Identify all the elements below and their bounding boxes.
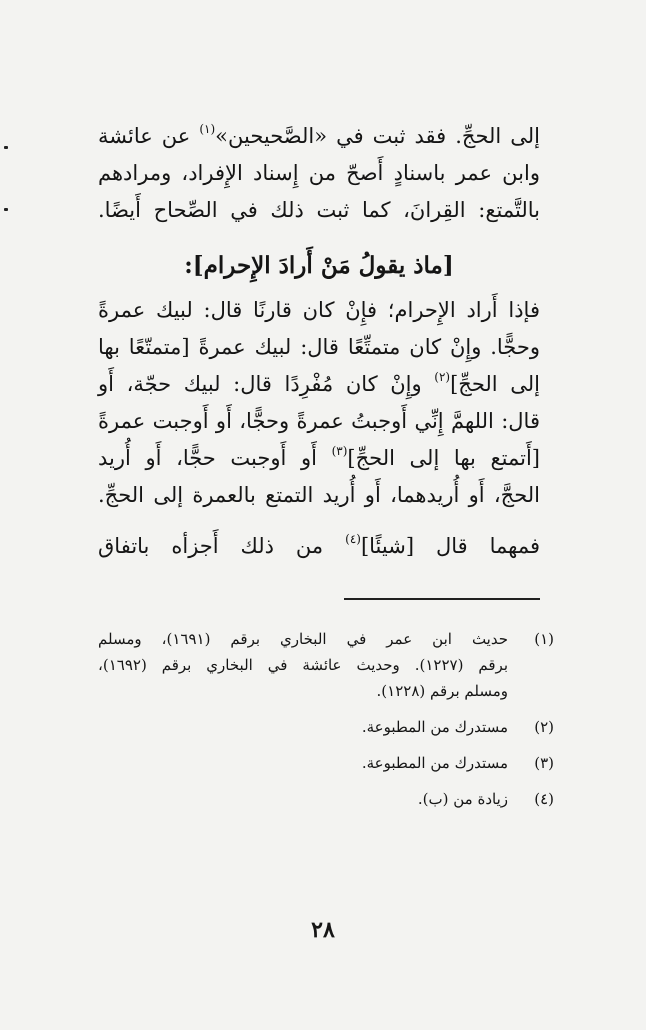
paragraph-line: وحجًّا. وإِنْ كان متمتِّعًا قال: لبيك عمرةً [متمتّعًا بها bbox=[98, 335, 540, 359]
footnote-2 bbox=[98, 714, 554, 740]
footnote-line: مستدرك من المطبوعة. bbox=[361, 718, 508, 736]
paragraph-line: إلى الحجِّ]$^{(٢)}$ وإِنْ كان مُفْرِدًا قال: لبيك حجّة، أَو bbox=[98, 370, 540, 396]
footnote-line: مستدرك من المطبوعة. bbox=[361, 754, 508, 772]
section-heading: [ماذ يقولُ مَنْ أَرادَ الإِحرام]: bbox=[184, 252, 454, 279]
footnote-number: (٣) bbox=[534, 754, 554, 772]
paragraph-line: فإذا أَراد الإِحرام؛ فإِنْ كان قارنًا قال: لبيك عمرةً bbox=[98, 298, 540, 322]
footnote-line: ومسلم برقم (١٢٢٨). bbox=[376, 682, 508, 700]
footnote-ref: (٢) bbox=[434, 370, 451, 384]
paragraph-line: فمهما قال [شيئًا]$^{(٤)}$ من ذلك أَجزأه باتفاق bbox=[98, 532, 540, 558]
body-paragraph bbox=[98, 292, 540, 514]
footnote-ref: (٣) bbox=[331, 444, 348, 458]
scan-edge-mark bbox=[4, 146, 8, 149]
paragraph-line: وابن عمر باسنادٍ أَصحّ من إِسناد الإِفراد، ومرادهم bbox=[98, 161, 540, 185]
paragraph-line: بالتَّمتع: القِرانَ، كما ثبت ذلك في الصِّحاح أَيضًا. bbox=[98, 198, 540, 222]
footnote-line: زيادة من (ب). bbox=[417, 790, 508, 808]
footnote-line: حديث ابن عمر في البخاري برقم (١٦٩١)، ومسلم bbox=[98, 630, 508, 648]
footnote-4 bbox=[98, 786, 554, 812]
footnote-ref: (٤) bbox=[345, 532, 361, 546]
paragraph-line: قال: اللهمَّ إِنِّي أَوجبتُ عمرةً وحجًّا، أَو أَوجبت عمرةً bbox=[98, 409, 540, 433]
paragraph-line: إلى الحجِّ. فقد ثبت في «الصَّحيحين»$^{(١)}$ عن عائشة bbox=[98, 122, 540, 148]
footnote-separator bbox=[344, 598, 540, 600]
footnote-3 bbox=[98, 750, 554, 776]
footnote-number: (٤) bbox=[534, 790, 554, 808]
footnote-ref: (١) bbox=[199, 122, 216, 136]
footnote-1 bbox=[98, 626, 554, 704]
closing-paragraph bbox=[98, 528, 540, 565]
paragraph-line: الحجَّ، أَو أُريدهما، أَو أُريد التمتع بالعمرة إلى الحجِّ. bbox=[98, 483, 540, 507]
footnote-number: (١) bbox=[534, 630, 554, 648]
footnote-line: برقم (١٢٢٧). وحديث عائشة في البخاري برقم (١٦٩٢)، bbox=[98, 656, 508, 674]
footnotes bbox=[98, 626, 554, 822]
page-number: ٢٨ bbox=[311, 917, 335, 943]
scan-edge-mark bbox=[4, 208, 8, 211]
paragraph-line: [أَتمتع بها إلى الحجِّ]$^{(٣)}$ أَو أَوجبت حجًّا، أَو أُريد bbox=[98, 444, 540, 470]
footnote-number: (٢) bbox=[534, 718, 554, 736]
opening-paragraph bbox=[98, 118, 540, 229]
